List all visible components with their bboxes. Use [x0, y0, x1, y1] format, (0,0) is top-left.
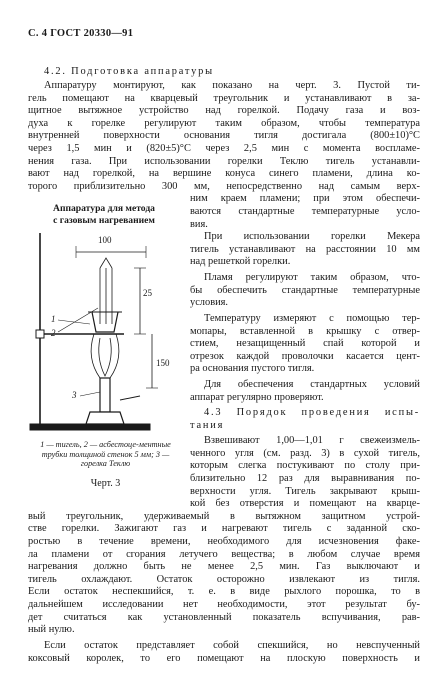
section-heading-cont: тания: [190, 419, 225, 431]
text-line: ный нулю.: [28, 624, 75, 636]
text-line: ла пламени от сгорания летучего вещества; в любом случае время: [28, 548, 420, 560]
callout-2: 2: [51, 328, 56, 338]
figure-title-line: с газовым нагреванием: [53, 214, 155, 226]
text-line: Если остаток представляет собой спекшийся, но невспученный: [44, 640, 420, 651]
text-line: нагревания должно быть не менее 2,5 мин. Газ выключают и: [28, 561, 420, 573]
text-line: щитное вытяжное устройство над горелкой. Подачу газа и воз-: [28, 105, 420, 117]
dimension-label-150: 150: [156, 358, 170, 368]
text-line: тигель устанавливают на расстоянии 10 мм: [190, 243, 420, 255]
figure-title-line: Аппаратура для метода: [53, 203, 155, 214]
text-line: бы обеспечить стандартные температурные: [190, 284, 420, 296]
text-line: дет считаться как установленный показатель вспучивания, рав-: [28, 611, 420, 623]
text-line: через 1,5 мин и (820±5)°С через 2,5 мин с момента воспламе-: [28, 143, 420, 154]
text-line: коксовый королек, то его помещают на плоскую поверхность и: [28, 652, 420, 664]
text-line: тигель охлаждают. Остаток осторожно извлекают из тигля.: [28, 573, 420, 585]
callout-1: 1: [51, 314, 56, 324]
text-line: над решеткой горелки.: [190, 256, 291, 268]
section-heading: 4.3 Порядок проведения испы-: [204, 407, 420, 418]
text-line: вают над горелкой, на вершине конуса синего пламени, длина ко-: [28, 168, 420, 180]
text-line: верхности угля. Тигель закрывают крыш-: [190, 485, 420, 497]
text-line: стием, незащищенный спай которой и: [190, 338, 420, 350]
text-line: вия.: [190, 218, 208, 230]
text-line: Взвешивают 1,00—1,01 г свежеизмель-: [204, 435, 420, 447]
figure-caption: 1 — тигель, 2 — асбестоце-ментные трубки толщиной стенок 5 мм; 3 — горелка Теклю: [40, 440, 171, 469]
text-line: дальнейшем исследовании нет необходимости, этот результат бу-: [28, 599, 420, 610]
text-line: торого приблизительно 300 мм, непосредственно над самым верх-: [28, 180, 420, 192]
text-line: мопары, вставленной в крышку с отвер-: [190, 325, 420, 337]
text-line: стве горелки. Зажигают газ и нагревают тигель с заданной ско-: [28, 523, 420, 535]
text-line: Пламя регулируют таким образом, что-: [204, 272, 420, 283]
text-line: которым слегка постукивают по столу при-: [190, 460, 420, 472]
text-line: условия.: [190, 297, 229, 309]
text-line: отрезок каждой проволочки касается цент-: [190, 350, 420, 362]
text-line: близительно 12 раз для выравнивания по-: [190, 473, 420, 484]
figure-number: Черт. 3: [90, 478, 121, 489]
text-line: ваются стандартные температурные усло-: [190, 206, 420, 217]
text-line: внутренней поверхности основания тигля достигала (800±10)°С: [28, 130, 420, 142]
text-line: Для обеспечения стандартных условий: [204, 379, 420, 390]
apparatus-diagram: [28, 228, 188, 438]
callout-3: 3: [72, 390, 77, 400]
page-header: С. 4 ГОСТ 20330—91: [28, 28, 134, 39]
text-line: духа к горелке регулируют таким образом, чтобы температура: [28, 117, 420, 129]
text-line: ра основания пустого тигля.: [190, 363, 315, 375]
text-line: вый треугольник, удерживаемый в вытяжном защитном устрой-: [28, 510, 420, 522]
figure-title: [28, 203, 180, 226]
text-line: ченного угля (см. разд. 3) в сухой тигель,: [190, 447, 420, 459]
dimension-label-25: 25: [143, 288, 152, 298]
text-line: нения газа. При использовании горелки Теклю тигель устанавли-: [28, 155, 420, 167]
text-line: ним краем пламени; при этом обеспечи-: [190, 193, 420, 205]
text-line: Если остаток неспекшийся, т. е. в виде рыхлого порошка, то в: [28, 586, 420, 598]
text-line: аппарат регулярно проверяют.: [190, 391, 324, 403]
text-line: гель помещают на кварцевый треугольник и устанавливают в за-: [28, 92, 420, 104]
section-heading: 4.2. Подготовка аппаратуры: [44, 66, 214, 77]
text-line: ростью в течение времени, необходимого для исчезновения факе-: [28, 536, 420, 547]
text-line: Аппаратуру монтируют, как показано на черт. 3. Пустой ти-: [44, 80, 420, 91]
text-line: При использовании горелки Мекера: [204, 231, 420, 243]
text-line: Температуру измеряют с помощью тер-: [204, 313, 420, 324]
dimension-label-100: 100: [98, 235, 112, 245]
text-line: кой без отверстия и помещают на кварце-: [190, 498, 420, 510]
